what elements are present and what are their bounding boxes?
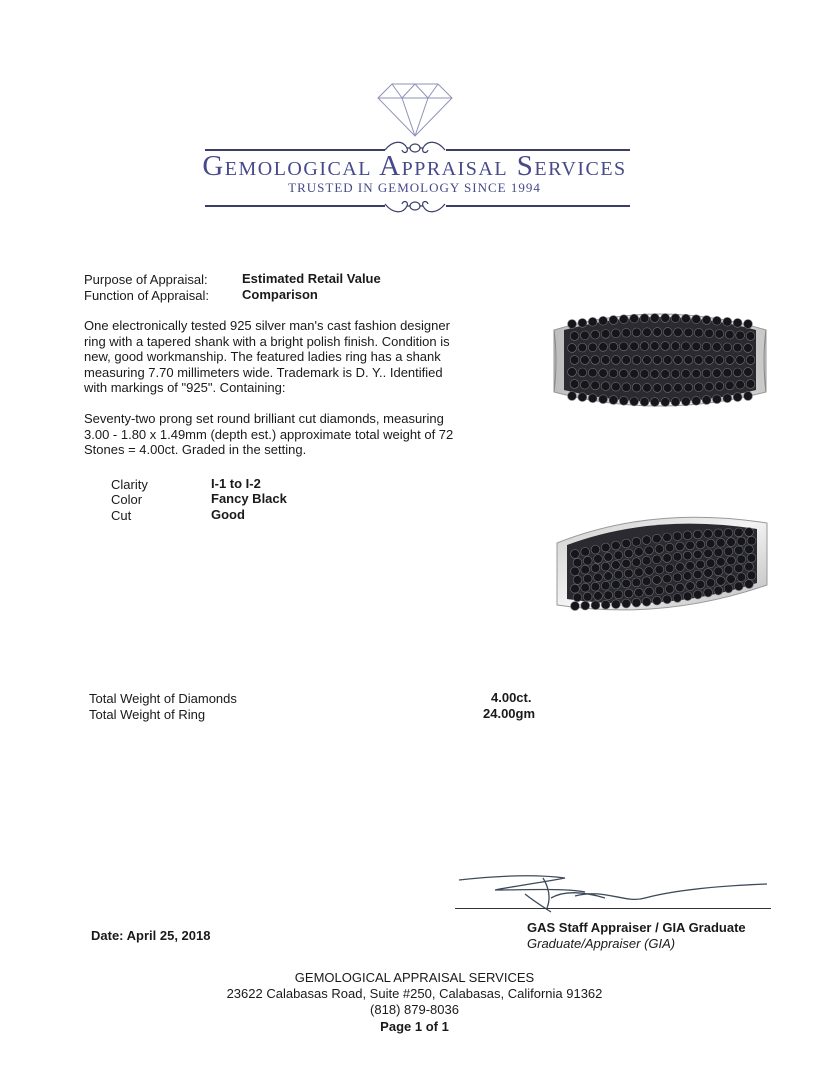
ring-photo-front: [550, 300, 770, 425]
pave-stone: [601, 330, 610, 339]
pave-stone: [692, 342, 701, 351]
pave-stone: [734, 564, 743, 573]
pave-stone: [671, 314, 680, 323]
pave-stone: [643, 356, 652, 365]
pave-stone: [676, 542, 685, 551]
total-diamonds-label: Total Weight of Diamonds: [89, 691, 237, 706]
pave-stone: [640, 370, 649, 379]
pave-stone: [673, 552, 682, 561]
pave-stone: [747, 554, 756, 563]
pave-stone: [619, 315, 628, 324]
pave-stone: [746, 332, 755, 341]
pave-stone: [714, 567, 723, 576]
pave-stone: [724, 528, 733, 537]
pave-stone: [744, 392, 753, 401]
pave-stone: [683, 551, 692, 560]
pave-stone: [724, 584, 733, 593]
pave-stone: [663, 533, 672, 542]
pave-stone: [581, 601, 590, 610]
pave-stone: [635, 568, 644, 577]
pave-stone: [663, 574, 672, 583]
pave-stone: [693, 550, 702, 559]
pave-stone: [653, 534, 662, 543]
pave-stone: [683, 572, 692, 581]
pave-stone: [568, 344, 577, 353]
pave-stone: [591, 330, 600, 339]
pave-stone: [570, 332, 579, 341]
pave-stone: [702, 396, 711, 405]
purpose-label: Purpose of Appraisal:: [84, 272, 208, 287]
pave-stone: [601, 562, 610, 571]
pave-stone: [744, 320, 753, 329]
pave-stone: [650, 314, 659, 323]
pave-stone: [635, 548, 644, 557]
pave-stone: [612, 580, 621, 589]
pave-stone: [642, 577, 651, 586]
pave-stone: [736, 356, 745, 365]
pave-stone: [725, 330, 734, 339]
pave-stone: [663, 328, 672, 337]
pave-stone: [591, 381, 600, 390]
pave-stone: [622, 559, 631, 568]
stones-line: 3.00 - 1.80 x 1.49mm (depth est.) approximate total weight of 72: [84, 426, 454, 442]
pave-stone: [653, 576, 662, 585]
pave-stone: [706, 559, 715, 568]
footer-page-number: Page 1 of 1: [380, 1019, 449, 1034]
pave-stone: [588, 368, 597, 377]
pave-stone: [578, 319, 587, 328]
pave-stone: [609, 316, 618, 325]
pave-stone: [661, 314, 670, 323]
pave-stone: [671, 397, 680, 406]
pave-stone: [624, 569, 633, 578]
signature-line: [455, 908, 771, 909]
pave-stone: [591, 582, 600, 591]
pave-stone: [571, 584, 580, 593]
pave-stone: [581, 380, 590, 389]
pave-stone: [663, 384, 672, 393]
pave-stone: [744, 344, 753, 353]
pave-stone: [632, 328, 641, 337]
pave-stone: [737, 537, 746, 546]
pave-stone: [736, 331, 745, 340]
stones-paragraph: [84, 411, 484, 458]
pave-stone: [671, 342, 680, 351]
pave-stone: [665, 564, 674, 573]
appraiser-subtitle: Graduate/Appraiser (GIA): [527, 936, 676, 951]
pave-stone: [724, 566, 733, 575]
pave-stone: [693, 570, 702, 579]
footer-address: 23622 Calabasas Road, Suite #250, Calabasas, California 91362: [226, 986, 603, 1001]
pave-stone: [570, 356, 579, 365]
pave-stone: [609, 342, 618, 351]
pave-stone: [594, 555, 603, 564]
pave-stone: [744, 368, 753, 377]
description-line: measuring 7.70 millimeters wide. Trademark is D. Y.. Identified: [84, 364, 443, 380]
pave-stone: [715, 330, 724, 339]
pave-stone: [583, 592, 592, 601]
pave-stone: [609, 369, 618, 378]
pave-stone: [702, 369, 711, 378]
pave-stone: [642, 597, 651, 606]
pave-stone: [676, 583, 685, 592]
pave-stone: [630, 369, 639, 378]
cut-label: Cut: [111, 508, 132, 523]
pave-stone: [643, 328, 652, 337]
pave-stone: [645, 567, 654, 576]
appraisal-date: Date: April 25, 2018: [91, 928, 211, 943]
pave-stone: [665, 543, 674, 552]
pave-stone: [713, 369, 722, 378]
pave-stone: [581, 331, 590, 340]
pave-stone: [694, 356, 703, 365]
pave-stone: [599, 395, 608, 404]
pave-stone: [632, 578, 641, 587]
pave-stone: [630, 314, 639, 323]
pave-stone: [619, 369, 628, 378]
clarity-label: Clarity: [111, 477, 148, 492]
pave-stone: [733, 343, 742, 352]
pave-stone: [614, 590, 623, 599]
pave-stone: [706, 578, 715, 587]
pave-stone: [663, 554, 672, 563]
pave-stone: [696, 560, 705, 569]
pave-stone: [645, 546, 654, 555]
pave-stone: [674, 383, 683, 392]
total-ring-label: Total Weight of Ring: [89, 707, 206, 722]
pave-stone: [588, 317, 597, 326]
pave-stone: [723, 394, 732, 403]
pave-stone: [591, 601, 600, 610]
pave-stone: [734, 582, 743, 591]
pave-stone: [713, 316, 722, 325]
pave-stone: [632, 598, 641, 607]
pave-stone: [713, 343, 722, 352]
pave-stone: [706, 539, 715, 548]
pave-stone: [643, 383, 652, 392]
pave-stone: [723, 368, 732, 377]
logo-rule-bottom-right: [446, 205, 630, 207]
pave-stone: [601, 382, 610, 391]
pave-stone: [612, 600, 621, 609]
pave-stone: [686, 582, 695, 591]
pave-stone: [694, 383, 703, 392]
brand-name: Gemological Appraisal Services: [202, 150, 627, 182]
pave-stone: [622, 356, 631, 365]
pave-stone: [655, 586, 664, 595]
pave-stone: [655, 545, 664, 554]
pave-stone: [571, 550, 580, 559]
pave-stone: [692, 396, 701, 405]
pave-stone: [622, 328, 631, 337]
pave-stone: [622, 579, 631, 588]
pave-stone: [612, 356, 621, 365]
pave-stone: [737, 573, 746, 582]
pave-stone: [736, 380, 745, 389]
pave-stone: [601, 581, 610, 590]
pave-stone: [714, 548, 723, 557]
total-ring-value: 24.00gm: [483, 706, 536, 721]
pave-stone: [692, 369, 701, 378]
pave-stone: [705, 382, 714, 391]
pave-stone: [642, 556, 651, 565]
pave-stone: [591, 356, 600, 365]
pave-stone: [599, 343, 608, 352]
pave-stone: [713, 395, 722, 404]
clarity-value: I-1 to I-2: [211, 476, 261, 491]
pave-stone: [640, 397, 649, 406]
pave-stone: [591, 545, 600, 554]
pave-stone: [725, 356, 734, 365]
pave-stone: [704, 588, 713, 597]
pave-stone: [684, 383, 693, 392]
diamond-logo-icon: [374, 80, 456, 145]
pave-stone: [696, 580, 705, 589]
pave-stone: [704, 549, 713, 558]
footer-company: GEMOLOGICAL APPRAISAL SERVICES: [294, 970, 535, 985]
pave-stone: [723, 317, 732, 326]
pave-stone: [609, 396, 618, 405]
pave-stone: [745, 562, 754, 571]
pave-stone: [702, 316, 711, 325]
pave-stone: [674, 356, 683, 365]
pave-stone: [671, 370, 680, 379]
appraiser-title: GAS Staff Appraiser / GIA Graduate: [527, 920, 746, 935]
pave-stone: [594, 592, 603, 601]
pave-stone: [601, 543, 610, 552]
pave-stone: [696, 540, 705, 549]
pave-stone: [723, 343, 732, 352]
pave-stone: [624, 589, 633, 598]
pave-stone: [571, 602, 580, 611]
pave-stone: [650, 398, 659, 407]
pave-stone: [737, 555, 746, 564]
description-line: with markings of "925". Containing:: [84, 380, 286, 395]
pave-stone: [716, 558, 725, 567]
pave-stone: [704, 529, 713, 538]
pave-stone: [705, 329, 714, 338]
pave-stone: [640, 342, 649, 351]
pave-stone: [705, 356, 714, 365]
pave-stone: [622, 383, 631, 392]
color-label: Color: [111, 492, 143, 507]
pave-stone: [583, 574, 592, 583]
function-value: Comparison: [242, 287, 318, 302]
pave-stone: [715, 356, 724, 365]
pave-stone: [682, 369, 691, 378]
pave-stone: [693, 530, 702, 539]
brand-tagline: TRUSTED IN GEMOLOGY SINCE 1994: [288, 180, 541, 195]
pave-stone: [673, 532, 682, 541]
cut-value: Good: [211, 507, 245, 522]
pave-stone: [653, 555, 662, 564]
pave-stone: [632, 383, 641, 392]
pave-stone: [619, 396, 628, 405]
pave-stone: [702, 342, 711, 351]
pave-stone: [591, 564, 600, 573]
pave-stone: [612, 329, 621, 338]
pave-stone: [645, 587, 654, 596]
description-paragraph: [84, 318, 484, 396]
pave-stone: [716, 538, 725, 547]
pave-stone: [746, 380, 755, 389]
pave-stone: [612, 561, 621, 570]
function-label: Function of Appraisal:: [84, 288, 210, 303]
pave-stone: [578, 343, 587, 352]
description-line: new, good workmanship. The featured ladies ring has a shank: [84, 349, 441, 364]
footer-phone: (818) 879-8036: [370, 1002, 459, 1017]
pave-stone: [570, 380, 579, 389]
pave-stone: [568, 320, 577, 329]
pave-stone: [604, 591, 613, 600]
pave-stone: [745, 545, 754, 554]
pave-stone: [747, 571, 756, 580]
pave-stone: [747, 536, 756, 545]
pave-stone: [734, 528, 743, 537]
pave-stone: [684, 356, 693, 365]
stones-line: Stones = 4.00ct. Graded in the setting.: [84, 442, 307, 457]
pave-stone: [745, 580, 754, 589]
pave-stone: [581, 547, 590, 556]
stones-line: Seventy-two prong set round brilliant cut diamonds, measuring: [84, 411, 444, 426]
pave-stone: [619, 342, 628, 351]
pave-stone: [601, 600, 610, 609]
pave-stone: [581, 565, 590, 574]
pave-stone: [599, 369, 608, 378]
pave-stone: [614, 551, 623, 560]
pave-stone: [604, 553, 613, 562]
pave-stone: [622, 599, 631, 608]
pave-stone: [612, 541, 621, 550]
pave-stone: [682, 314, 691, 323]
pave-stone: [612, 382, 621, 391]
pave-stone: [642, 536, 651, 545]
pave-stone: [686, 561, 695, 570]
pave-stone: [632, 537, 641, 546]
pave-stone: [704, 569, 713, 578]
pave-stone: [632, 356, 641, 365]
pave-stone: [581, 356, 590, 365]
pave-stone: [746, 356, 755, 365]
pave-stone: [725, 381, 734, 390]
pave-stone: [716, 577, 725, 586]
pave-stone: [588, 394, 597, 403]
pave-stone: [745, 528, 754, 537]
pave-stone: [630, 397, 639, 406]
pave-stone: [684, 328, 693, 337]
pave-stone: [674, 328, 683, 337]
pave-stone: [714, 586, 723, 595]
pave-stone: [727, 575, 736, 584]
signature-image: [455, 868, 775, 919]
pave-stone: [573, 558, 582, 567]
pave-stone: [733, 368, 742, 377]
pave-stone: [599, 316, 608, 325]
pave-stone: [650, 342, 659, 351]
pave-stone: [694, 328, 703, 337]
color-value: Fancy Black: [211, 491, 287, 506]
pave-stone: [578, 368, 587, 377]
pave-stone: [568, 392, 577, 401]
pave-stone: [692, 315, 701, 324]
pave-stone: [653, 384, 662, 393]
pave-stone: [568, 368, 577, 377]
pave-stone: [588, 343, 597, 352]
pave-stone: [693, 590, 702, 599]
pave-stone: [655, 565, 664, 574]
pave-stone: [583, 556, 592, 565]
pave-stone: [635, 588, 644, 597]
pave-stone: [661, 370, 670, 379]
ring-photo-angled: [553, 505, 773, 630]
pave-stone: [624, 549, 633, 558]
pave-stone: [714, 529, 723, 538]
pave-stone: [630, 342, 639, 351]
pave-stone: [614, 570, 623, 579]
pave-stone: [661, 398, 670, 407]
pave-stone: [673, 573, 682, 582]
pave-stone: [653, 356, 662, 365]
pave-stone: [650, 370, 659, 379]
pave-stone: [663, 356, 672, 365]
pave-stone: [682, 342, 691, 351]
pave-stone: [661, 342, 670, 351]
pave-stone: [727, 538, 736, 547]
pave-stone: [683, 531, 692, 540]
pave-stone: [578, 393, 587, 402]
purpose-value: Estimated Retail Value: [242, 271, 381, 286]
pave-stone: [686, 541, 695, 550]
total-diamonds-value: 4.00ct.: [491, 690, 532, 705]
pave-stone: [604, 572, 613, 581]
pave-stone: [715, 382, 724, 391]
pave-stone: [601, 356, 610, 365]
pave-stone: [640, 314, 649, 323]
pave-stone: [733, 319, 742, 328]
pave-stone: [573, 576, 582, 585]
pave-stone: [665, 585, 674, 594]
pave-stone: [573, 593, 582, 602]
flourish-bottom-icon: [383, 196, 447, 221]
pave-stone: [571, 567, 580, 576]
pave-stone: [663, 595, 672, 604]
pave-stone: [632, 558, 641, 567]
logo-rule-bottom-left: [205, 205, 385, 207]
pave-stone: [733, 393, 742, 402]
pave-stone: [682, 397, 691, 406]
description-line: One electronically tested 925 silver man's cast fashion designer: [84, 318, 450, 333]
pave-stone: [653, 328, 662, 337]
pave-stone: [622, 539, 631, 548]
pave-stone: [581, 583, 590, 592]
pave-stone: [673, 594, 682, 603]
pave-stone: [594, 573, 603, 582]
pave-stone: [683, 592, 692, 601]
pave-stone: [727, 556, 736, 565]
pave-stone: [676, 563, 685, 572]
pave-stone: [734, 546, 743, 555]
pave-stone: [724, 547, 733, 556]
description-line: ring with a tapered shank with a bright polish finish. Condition is: [84, 333, 450, 349]
pave-stone: [653, 596, 662, 605]
